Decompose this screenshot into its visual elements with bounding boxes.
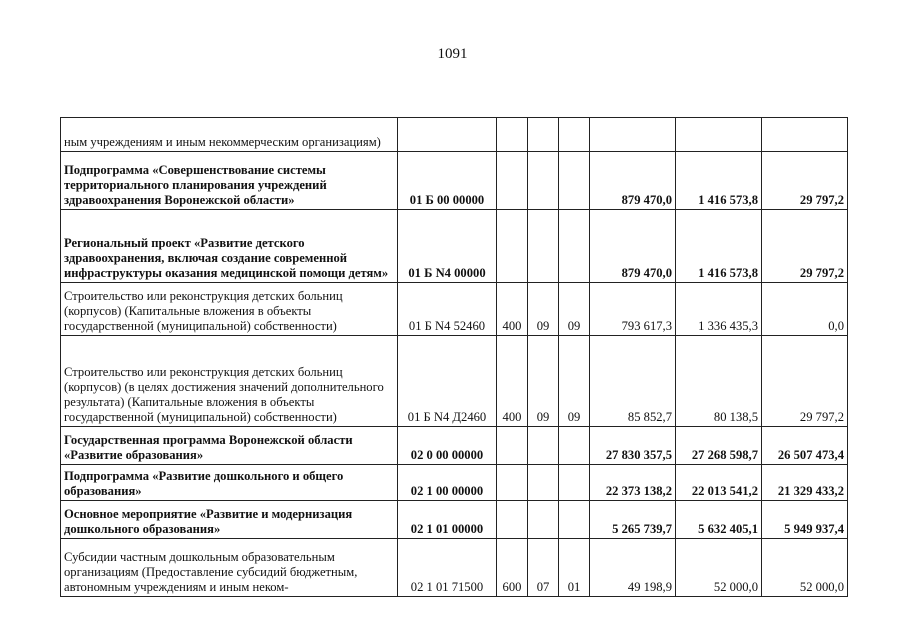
row-code: 02 1 01 00000 [398,501,497,539]
row-year2: 22 013 541,2 [676,465,762,501]
table-row [61,118,848,152]
row-year1: 879 470,0 [590,210,676,283]
row-pr [559,118,590,152]
row-vr: 400 [497,336,528,427]
row-code: 02 1 00 00000 [398,465,497,501]
row-year3: 29 797,2 [762,210,848,283]
row-code: 01 Б 00 00000 [398,152,497,210]
row-vr [497,501,528,539]
row-rz [528,210,559,283]
row-pr [559,210,590,283]
row-year2 [676,118,762,152]
table-row [61,283,848,336]
row-year1: 879 470,0 [590,152,676,210]
row-year2: 27 268 598,7 [676,427,762,465]
row-name: ным учреждениям и иным некоммерческим организациям) [61,118,398,152]
row-vr [497,210,528,283]
row-year2: 1 336 435,3 [676,283,762,336]
row-name: Подпрограмма «Совершенствование системы территориального планирования учреждений здравоохранения Воронежской области» [61,152,398,210]
row-year3: 26 507 473,4 [762,427,848,465]
row-year3 [762,118,848,152]
table-row [61,539,848,597]
row-code [398,118,497,152]
row-pr: 09 [559,283,590,336]
table-row [61,336,848,427]
row-pr [559,427,590,465]
row-vr [497,427,528,465]
row-vr: 400 [497,283,528,336]
row-year1: 85 852,7 [590,336,676,427]
row-pr [559,501,590,539]
row-year2: 80 138,5 [676,336,762,427]
table-row [61,210,848,283]
row-pr: 01 [559,539,590,597]
row-name: Основное мероприятие «Развитие и модернизация дошкольного образования» [61,501,398,539]
row-year1: 5 265 739,7 [590,501,676,539]
row-year1 [590,118,676,152]
row-year1: 793 617,3 [590,283,676,336]
row-rz [528,427,559,465]
row-rz: 07 [528,539,559,597]
row-pr [559,152,590,210]
row-code: 02 1 01 71500 [398,539,497,597]
row-code: 01 Б N4 Д2460 [398,336,497,427]
row-year2: 1 416 573,8 [676,152,762,210]
row-rz [528,501,559,539]
row-vr [497,152,528,210]
row-year1: 22 373 138,2 [590,465,676,501]
table-row [61,465,848,501]
page-number: 1091 [437,46,468,62]
row-year3: 29 797,2 [762,336,848,427]
row-vr [497,118,528,152]
row-name: Государственная программа Воронежской области «Развитие образования» [61,427,398,465]
row-name: Подпрограмма «Развитие дошкольного и общего образования» [61,465,398,501]
row-year3: 5 949 937,4 [762,501,848,539]
row-pr: 09 [559,336,590,427]
row-name: Строительство или реконструкция детских больниц (корпусов) (Капитальные вложения в объекты государственной (муниципальной) собственности) [61,283,398,336]
row-vr [497,465,528,501]
row-year3: 29 797,2 [762,152,848,210]
row-name: Строительство или реконструкция детских больниц (корпусов) (в целях достижения значений дополнительного результата) (Капитальные вложения в объекты государственной (муниципальной) собственности) [61,336,398,427]
row-year3: 0,0 [762,283,848,336]
table-row [61,152,848,210]
row-year2: 5 632 405,1 [676,501,762,539]
row-year1: 49 198,9 [590,539,676,597]
row-rz: 09 [528,283,559,336]
row-name: Региональный проект «Развитие детского здравоохранения, включая создание современной инфраструктуры оказания медицинской помощи детям» [61,210,398,283]
row-rz [528,152,559,210]
row-vr: 600 [497,539,528,597]
row-rz [528,465,559,501]
row-rz [528,118,559,152]
row-code: 01 Б N4 00000 [398,210,497,283]
table-row [61,501,848,539]
row-year2: 52 000,0 [676,539,762,597]
budget-table [60,117,848,597]
row-year3: 21 329 433,2 [762,465,848,501]
row-pr [559,465,590,501]
row-code: 01 Б N4 52460 [398,283,497,336]
table-row [61,427,848,465]
row-year2: 1 416 573,8 [676,210,762,283]
row-year1: 27 830 357,5 [590,427,676,465]
row-year3: 52 000,0 [762,539,848,597]
row-rz: 09 [528,336,559,427]
row-name: Субсидии частным дошкольным образовательным организациям (Предоставление субсидий бюджетным, автономным учреждениям и иным неком- [61,539,398,597]
row-code: 02 0 00 00000 [398,427,497,465]
